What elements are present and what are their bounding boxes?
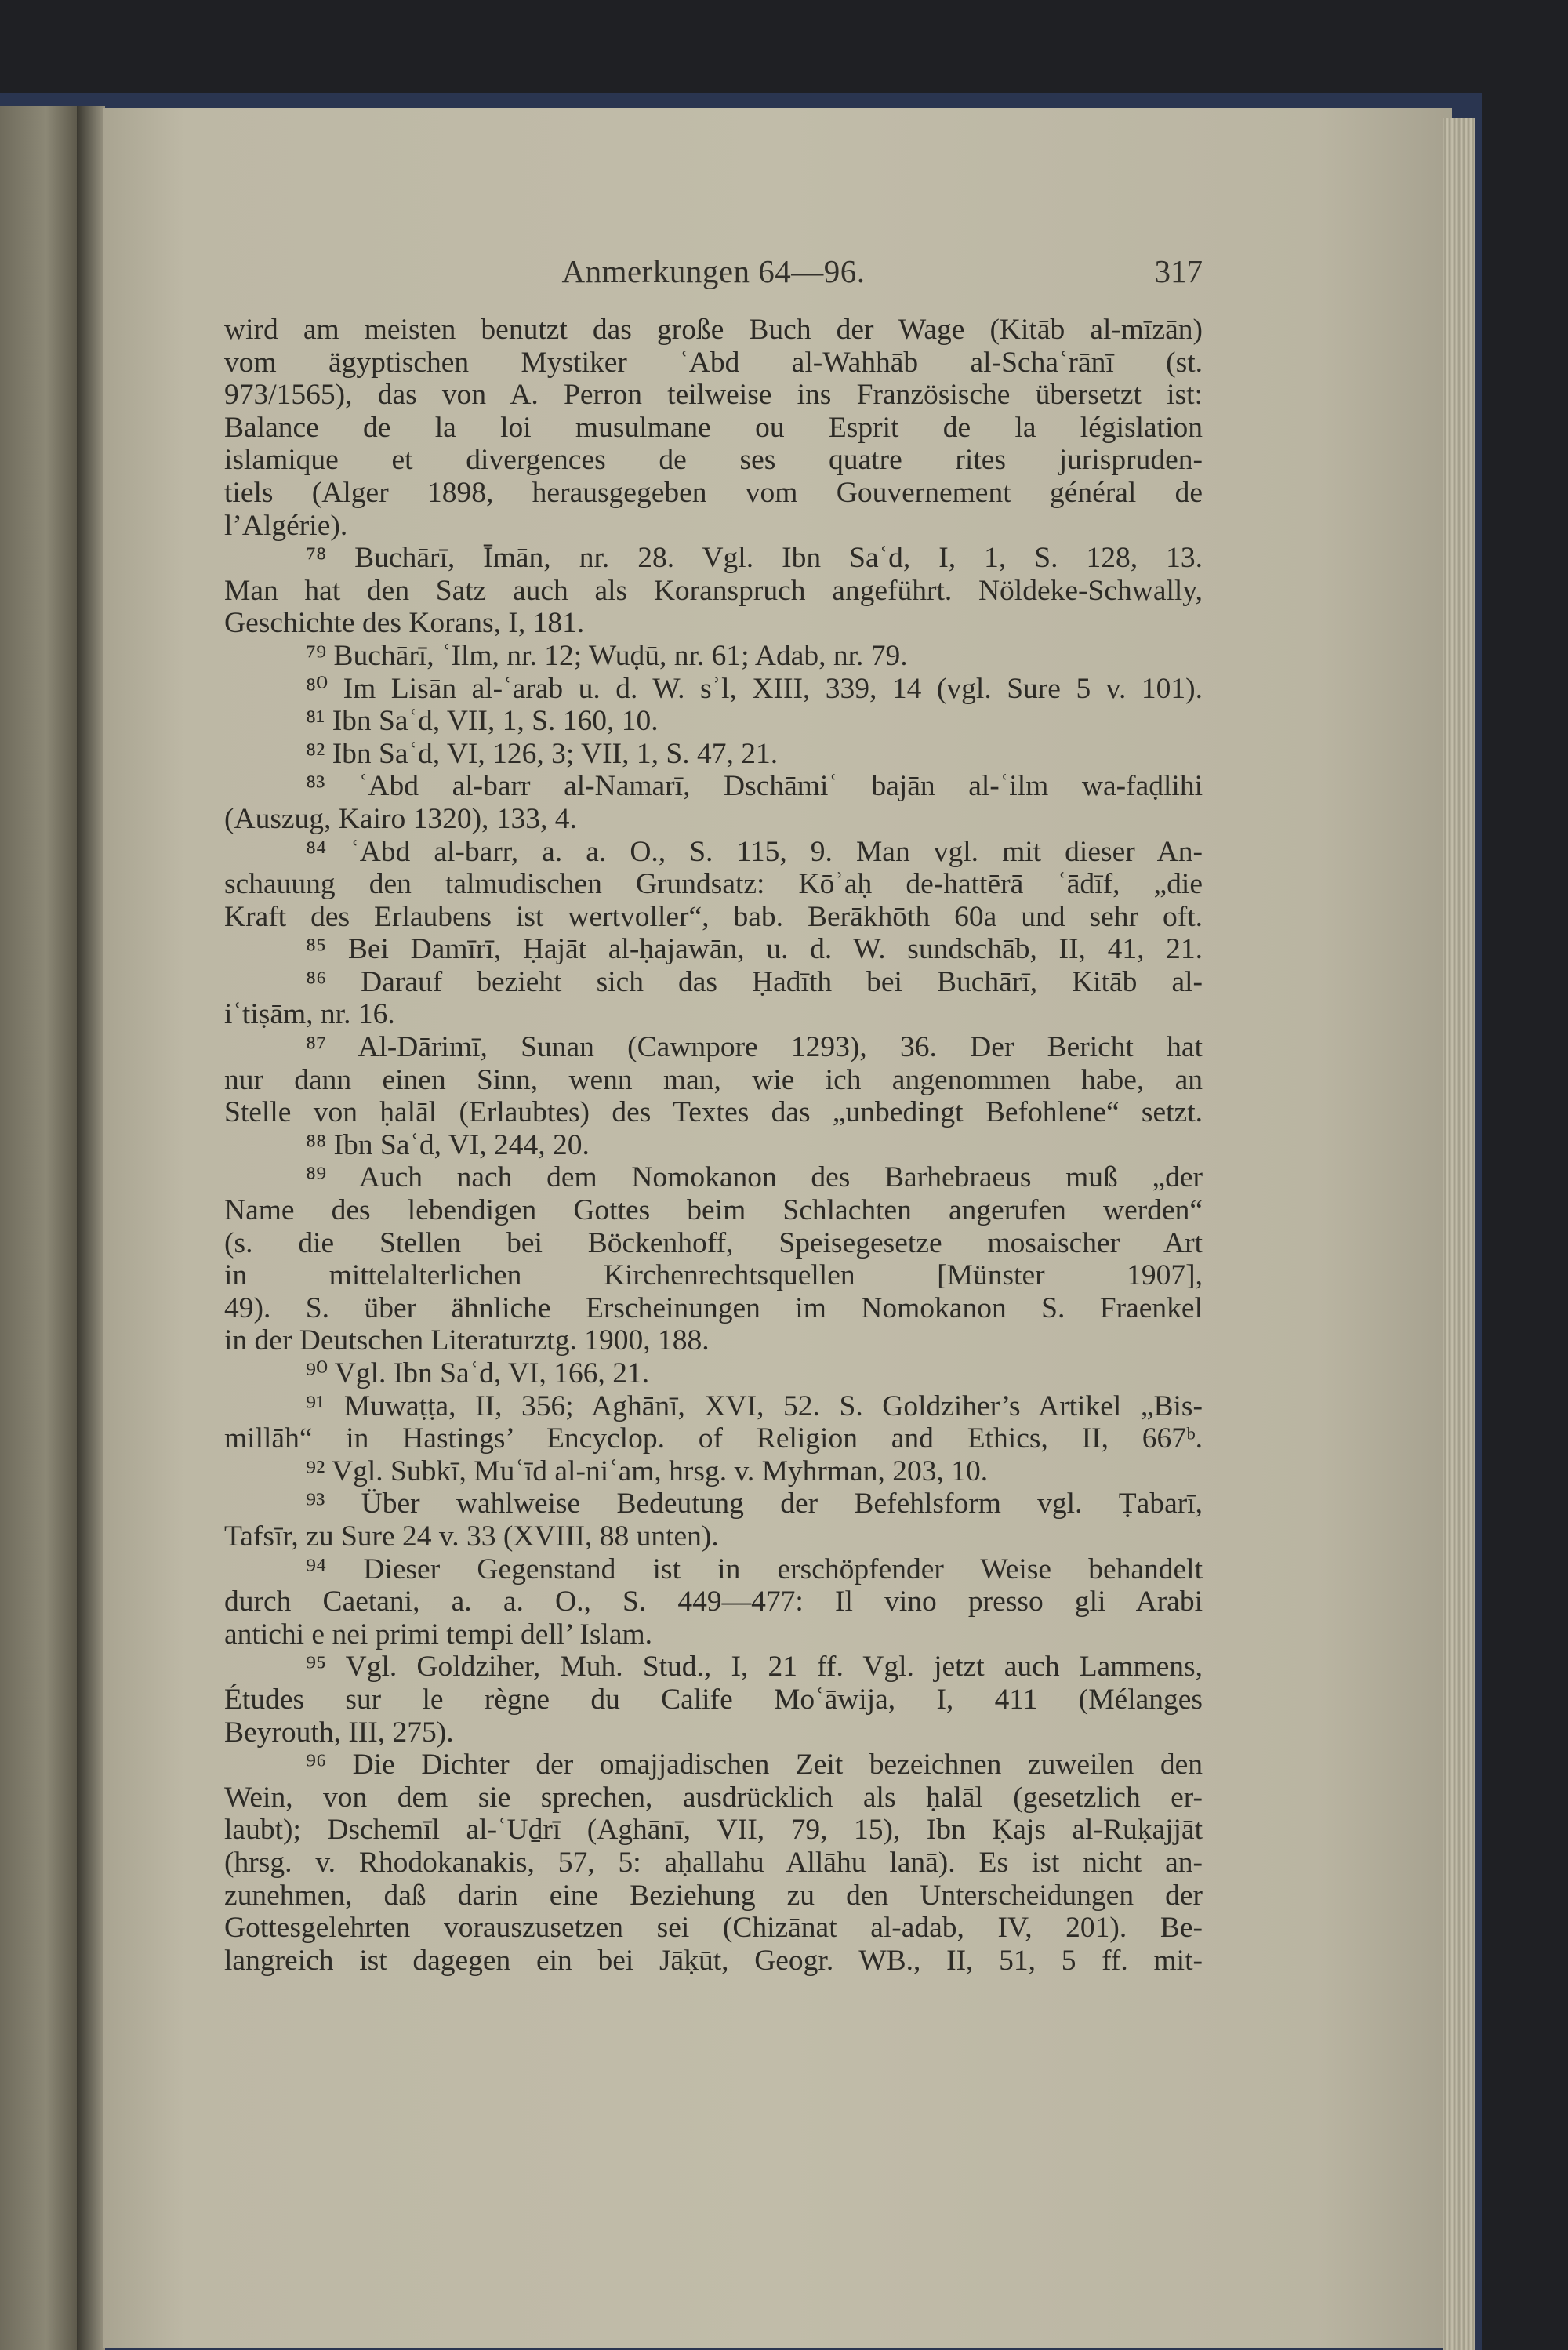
text-line: ⁸¹ Ibn Saʿd, VII, 1, S. 160, 10.: [306, 705, 659, 738]
page-stack-edge: [1443, 118, 1475, 2350]
text-line: Geschichte des Korans, I, 181.: [224, 607, 585, 640]
text-line: ⁹⁴ Dieser Gegenstand ist in erschöpfender Weise behandelt: [306, 1553, 1203, 1585]
text-line: ⁸⁵ Bei Damīrī, Ḥajāt al-ḥajawān, u. d. W. sundschāb, II, 41, 21.: [306, 933, 1203, 966]
page-header: [224, 252, 1203, 293]
left-page-edge: [0, 106, 77, 2350]
text-line: millāh“ in Hastings’ Encyclop. of Religion and Ethics, II, 667ᵇ.: [224, 1422, 1203, 1455]
text-line: 973/1565), das von A. Perron teilweise ins Französische übersetzt ist:: [224, 379, 1203, 412]
text-line: ⁸⁴ ʿAbd al-barr, a. a. O., S. 115, 9. Man vgl. mit dieser An-: [306, 835, 1203, 868]
text-line: Stelle von ḥalāl (Erlaubtes) des Textes das „unbedingt Befohlene“ setzt.: [224, 1096, 1203, 1129]
text-line: in der Deutschen Literaturztg. 1900, 188.: [224, 1324, 710, 1357]
text-line: islamique et divergences de ses quatre rites jurispruden-: [224, 444, 1203, 477]
text-line: Name des lebendigen Gottes beim Schlachten angerufen werden“: [224, 1194, 1203, 1227]
text-line: ⁷⁹ Buchārī, ʿIlm, nr. 12; Wuḍū, nr. 61; Adab, nr. 79.: [306, 639, 908, 672]
text-line: (s. die Stellen bei Böckenhoff, Speisegesetze mosaischer Art: [224, 1226, 1203, 1259]
text-line: ⁹⁶ Die Dichter der omajjadischen Zeit bezeichnen zuweilen den: [306, 1749, 1203, 1782]
text-line: ⁹¹ Muwaṭṭa, II, 356; Aghānī, XVI, 52. S. Goldziher’s Artikel „Bis-: [306, 1389, 1203, 1422]
text-line: ⁸² Ibn Saʿd, VI, 126, 3; VII, 1, S. 47, 21.: [306, 737, 779, 770]
text-line: Kraft des Erlaubens ist wertvoller“, bab. Berākhōth 60a und sehr oft.: [224, 900, 1203, 933]
text-line: langreich ist dagegen ein bei Jāḳūt, Geogr. WB., II, 51, 5 ff. mit-: [224, 1944, 1203, 1977]
text-line: ⁷⁸ Buchārī, Īmān, nr. 28. Vgl. Ibn Saʿd, I, 1, S. 128, 13.: [306, 542, 1203, 575]
text-line: ⁸⁶ Darauf bezieht sich das Ḥadīth bei Buchārī, Kitāb al-: [306, 965, 1203, 998]
text-line: laubt); Dschemīl al-ʿUḏrī (Aghānī, VII, 79, 15), Ibn Ḳajs al-Ruḳajjāt: [224, 1814, 1203, 1847]
text-line: 49). S. über ähnliche Erscheinungen im Nomokanon S. Fraenkel: [224, 1291, 1203, 1324]
text-line: nur dann einen Sinn, wenn man, wie ich angenommen habe, an: [224, 1063, 1203, 1096]
text-line: Wein, von dem sie sprechen, ausdrücklich als ḥalāl (gesetzlich er-: [224, 1781, 1203, 1814]
page-number: 317: [1154, 253, 1203, 289]
text-line: ⁹⁰ Vgl. Ibn Saʿd, VI, 166, 21.: [306, 1357, 650, 1389]
text-line: Man hat den Satz auch als Koranspruch angeführt. Nöldeke-Schwally,: [224, 574, 1203, 607]
text-line: Tafsīr, zu Sure 24 v. 33 (XVIII, 88 unten).: [224, 1520, 719, 1553]
text-line: Études sur le règne du Calife Moʿāwija, I, 411 (Mélanges: [224, 1683, 1203, 1716]
book-gutter: [77, 106, 105, 2350]
text-line: ⁹⁵ Vgl. Goldziher, Muh. Stud., I, 21 ff. Vgl. jetzt auch Lammens,: [306, 1651, 1203, 1684]
text-line: (hrsg. v. Rhodokanakis, 57, 5: aḥallahu Allāhu lanā). Es ist nicht an-: [224, 1846, 1203, 1879]
text-line: durch Caetani, a. a. O., S. 449—477: Il vino presso gli Arabi: [224, 1585, 1203, 1618]
text-line: ⁸⁹ Auch nach dem Nomokanon des Barhebraeus muß „der: [306, 1161, 1203, 1194]
text-line: ⁸³ ʿAbd al-barr al-Namarī, Dschāmiʿ bajān al-ʿilm wa-faḍlihi: [306, 770, 1203, 803]
text-line: ⁹³ Über wahlweise Bedeutung der Befehlsform vgl. Ṭabarī,: [306, 1487, 1203, 1520]
text-line: zunehmen, daß darin eine Beziehung zu den Unterscheidungen der: [224, 1879, 1203, 1912]
text-line: l’Algérie).: [224, 509, 348, 542]
text-line: ⁸⁷ Al-Dārimī, Sunan (Cawnpore 1293), 36. Der Bericht hat: [306, 1031, 1203, 1064]
text-line: ⁹² Vgl. Subkī, Muʿīd al-niʿam, hrsg. v. Myhrman, 203, 10.: [306, 1455, 989, 1487]
text-line: Balance de la loi musulmane ou Esprit de la législation: [224, 411, 1203, 444]
text-line: wird am meisten benutzt das große Buch der Wage (Kitāb al-mīzān): [224, 314, 1203, 346]
text-line: (Auszug, Kairo 1320), 133, 4.: [224, 802, 577, 835]
text-line: ⁸⁸ Ibn Saʿd, VI, 244, 20.: [306, 1128, 590, 1161]
text-line: Beyrouth, III, 275).: [224, 1716, 454, 1749]
text-line: in mittelalterlichen Kirchenrechtsquellen [Münster 1907],: [224, 1259, 1203, 1292]
notes-body: [224, 314, 1203, 1977]
text-line: tiels (Alger 1898, herausgegeben vom Gouvernement général de: [224, 476, 1203, 509]
running-title: Anmerkungen 64—96.: [561, 253, 866, 289]
text-line: schauung den talmudischen Grundsatz: Kōʾaḥ de-hattērā ʿādīf, „die: [224, 868, 1203, 901]
text-line: ⁸⁰ Im Lisān al-ʿarab u. d. W. sʾl, XIII, 339, 14 (vgl. Sure 5 v. 101).: [306, 672, 1203, 705]
text-line: iʿtiṣām, nr. 16.: [224, 998, 395, 1031]
text-line: vom ägyptischen Mystiker ʿAbd al-Wahhāb al-Schaʿrānī (st.: [224, 346, 1203, 379]
text-line: antichi e nei primi tempi dell’ Islam.: [224, 1618, 653, 1651]
text-line: Gottesgelehrten vorauszusetzen sei (Chizānat al-adab, IV, 201). Be-: [224, 1912, 1203, 1945]
